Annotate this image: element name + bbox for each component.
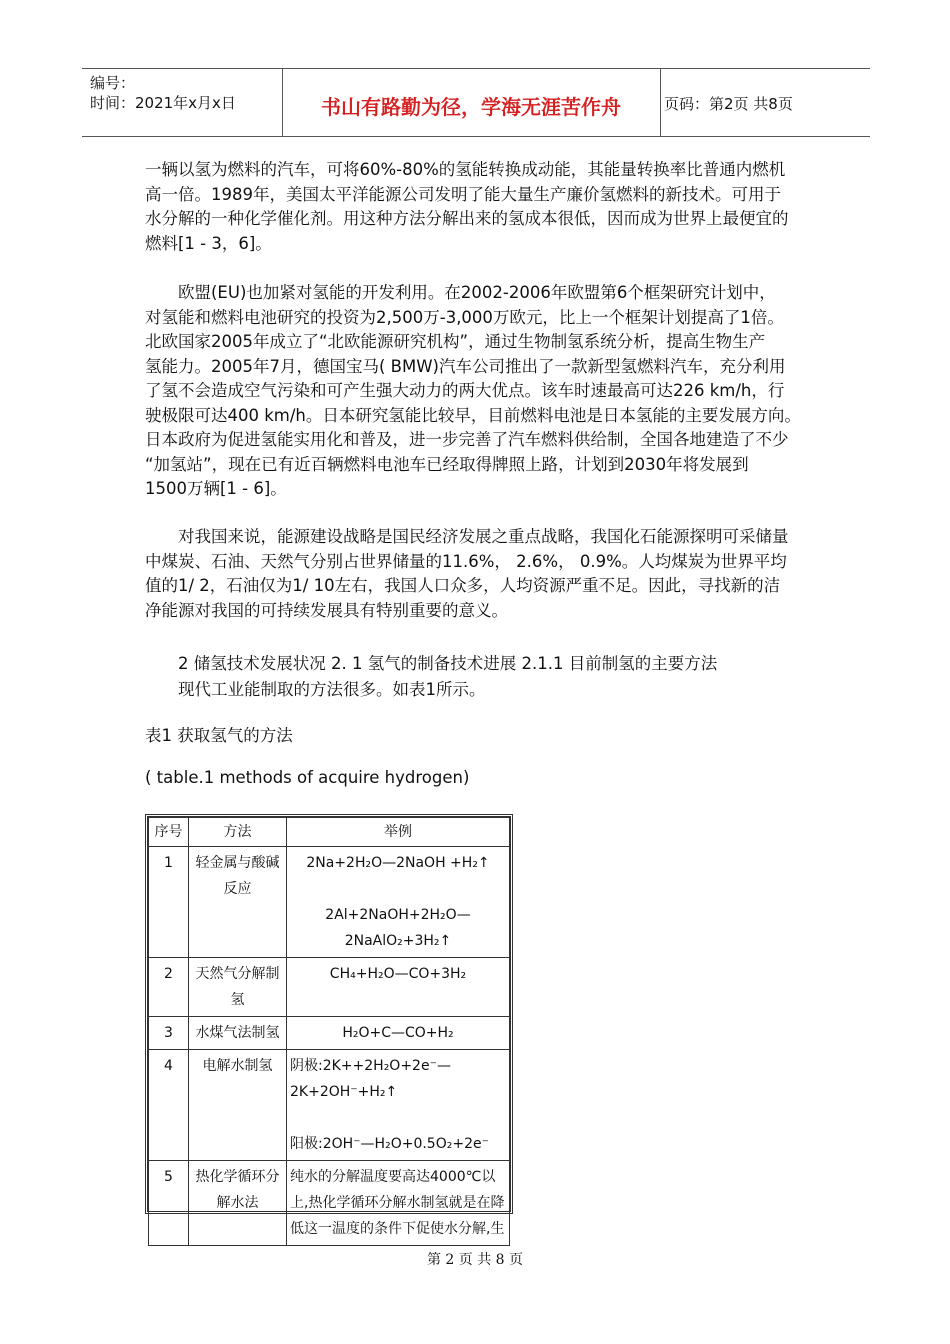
text-line: 值的1/ 2，石油仅为1/ 10左右，我国人口众多，人均资源严重不足。因此，寻找新的洁 (145, 576, 781, 595)
example-line: 阳极:2OH⁻—H₂O+0.5O₂+2e⁻ (290, 1136, 489, 1152)
example-line: 低这一温度的条件下促使水分解,生 (290, 1221, 505, 1237)
text-line: 对氢能和燃料电池研究的投资为2,500万-3,000万欧元，比上一个框架计划提高了1倍。 (145, 307, 784, 327)
text-line: 驶极限可达400 km/h。日本研究氢能比较早，目前燃料电池是日本氢能的主要发展方向。 (145, 405, 801, 425)
example-line: 2Na+2H₂O—2NaOH +H₂↑ (306, 855, 490, 871)
paragraph-2 (145, 281, 815, 502)
header-cell: 举例 (287, 818, 510, 847)
example-cell (287, 1050, 510, 1161)
table-row (149, 1017, 510, 1050)
row-number: 1 (149, 847, 189, 958)
example-line (290, 876, 506, 902)
table-row (149, 847, 510, 958)
row-number: 2 (149, 958, 189, 1017)
text-line: 净能源对我国的可持续发展具有特别重要的意义。 (145, 600, 508, 620)
text-line: 氢能力。2005年7月，德国宝马( BMW)汽车公司推出了一款新型氢燃料汽车，充分利用 (145, 356, 786, 376)
example-line: 阴极:2K++2H₂O+2e⁻— (290, 1058, 451, 1074)
text-line: 中煤炭、石油、天然气分别占世界储量的11.6%， 2.6%， 0.9%。人均煤炭为世界平均 (145, 551, 787, 571)
method-cell: 热化学循环分解水法 (189, 1161, 287, 1246)
header-meta (90, 73, 236, 113)
header-motto: 书山有路勤为径，学海无涯苦作舟 (321, 95, 621, 119)
page-header (82, 68, 870, 137)
header-page-info: 页码：第2页 共8页 (664, 95, 793, 113)
text-line: 欧盟(EU)也加紧对氢能的开发利用。在2002-2006年欧盟第6个框架研究计划中， (178, 283, 776, 302)
example-line (290, 1105, 506, 1131)
example-line: CH₄+H₂O—CO+3H₂ (329, 966, 467, 982)
example-line: H₂O+C—CO+H₂ (342, 1025, 454, 1041)
text-line: 燃料[1 - 3，6]。 (145, 233, 272, 253)
text-line: “加氢站”，现在已有近百辆燃料电池车已经取得牌照上路，计划到2030年将发展到 (145, 454, 749, 474)
text-line: 了氢不会造成空气污染和可产生强大动力的两大优点。该车时速最高可达226 km/h，行 (145, 381, 785, 400)
text-line: 对我国来说，能源建设战略是国民经济发展之重点战略，我国化石能源探明可采储量 (178, 527, 789, 546)
paragraph-3 (145, 525, 815, 623)
method-cell: 轻金属与酸碱反应 (189, 847, 287, 958)
text-line: 水分解的一种化学催化剂。用这种方法分解出来的氢成本很低，因而成为世界上最便宜的 (145, 209, 789, 228)
text-line: 日本政府为促进氢能实用化和普及，进一步完善了汽车燃料供给制，全国各地建造了不少 (145, 430, 789, 449)
row-number: 5 (149, 1161, 189, 1246)
paragraph-1 (145, 158, 815, 256)
example-cell (287, 1161, 510, 1246)
row-number: 4 (149, 1050, 189, 1161)
header-cell: 序号 (149, 818, 189, 847)
header-divider (660, 69, 661, 136)
method-cell: 电解水制氢 (189, 1050, 287, 1161)
table-header-row (149, 818, 510, 847)
table-row (149, 1161, 510, 1246)
example-cell (287, 1017, 510, 1050)
row-number: 3 (149, 1017, 189, 1050)
method-cell: 水煤气法制氢 (189, 1017, 287, 1050)
section-text: 现代工业能制取的方法很多。如表1所示。 (178, 680, 486, 699)
table-row (149, 958, 510, 1017)
table-row (149, 1050, 510, 1161)
example-line: 2K+2OH⁻+H₂↑ (290, 1084, 398, 1100)
text-line: 北欧国家2005年成立了“北欧能源研究机构”，通过生物制氢系统分析，提高生物生产 (145, 332, 766, 351)
text-line: 一辆以氢为燃料的汽车，可将60%-80%的氢能转换成动能，其能量转换率比普通内燃机 (145, 160, 786, 179)
table-caption: 表1 获取氢气的方法 (145, 726, 293, 745)
date-label: 时间：2021年x月x日 (90, 94, 236, 112)
example-line: 纯水的分解温度要高达4000℃以 (290, 1169, 496, 1185)
example-cell (287, 958, 510, 1017)
table-caption-english: ( table.1 methods of acquire hydrogen) (145, 768, 470, 787)
text-line: 1500万辆[1 - 6]。 (145, 479, 287, 498)
example-cell (287, 847, 510, 958)
hydrogen-methods-table (145, 814, 513, 1237)
page-footer: 第 2 页 共 8 页 (426, 1252, 524, 1268)
section-heading: 2 储氢技术发展状况 2. 1 氢气的制备技术进展 2.1.1 目前制氢的主要方法 (178, 654, 718, 673)
text-line: 高一倍。1989年，美国太平洋能源公司发明了能大量生产廉价氢燃料的新技术。可用于 (145, 184, 781, 204)
number-label: 编号： (90, 74, 136, 92)
example-line: 2NaAlO₂+3H₂↑ (344, 933, 452, 949)
method-cell: 天然气分解制氢 (189, 958, 287, 1017)
example-line: 上,热化学循环分解水制氢就是在降 (290, 1195, 505, 1211)
example-line: 2Al+2NaOH+2H₂O— (325, 907, 471, 923)
header-cell: 方法 (189, 818, 287, 847)
